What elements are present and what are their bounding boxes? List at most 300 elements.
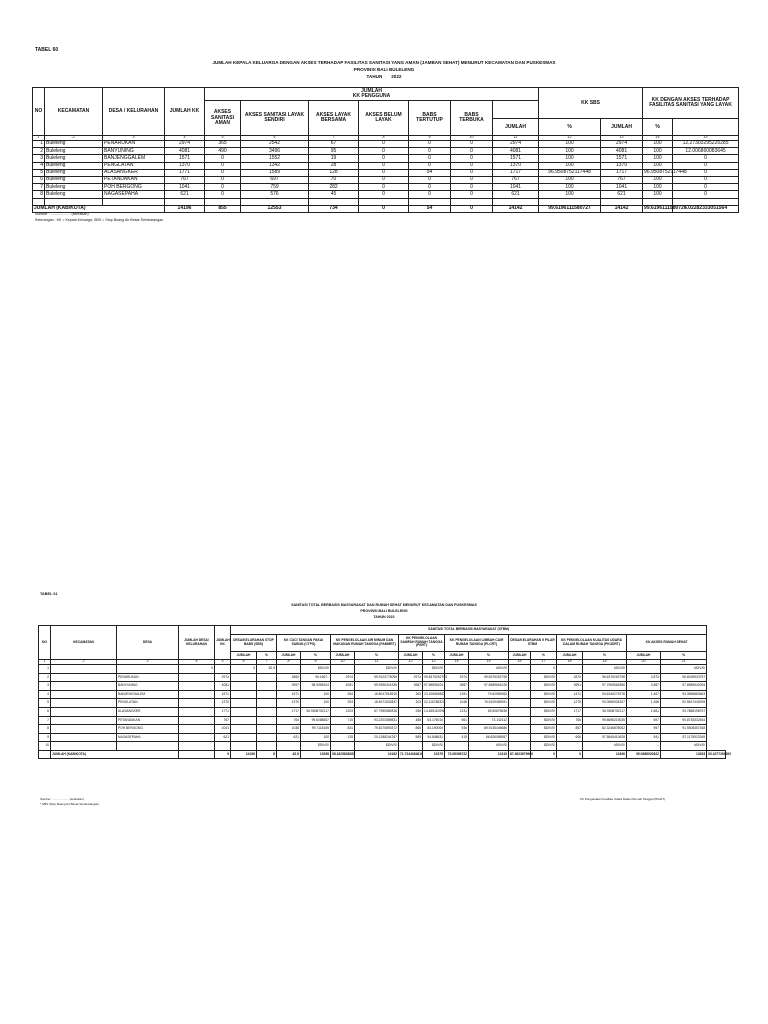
t61-h-jumlah-kk: JUMLAH KK [215,626,231,660]
t61-cell: $DIV/0! [531,673,557,682]
t60-cell: 0 [359,191,409,198]
t60-row [33,141,739,148]
t60-h-jumlah-kk: JUMLAH KK [165,88,205,136]
t61-cell [117,664,179,673]
t61-cell [509,742,531,751]
t60-cell: 0 [451,176,493,183]
t60-cell: 28 [309,162,359,169]
t61-cell: 541 [627,733,661,742]
t61-cell: $DIV/0! [531,716,557,725]
t61-cell: 0 [231,664,257,673]
t60-cell: 0 [673,162,739,169]
t60-cell: 1552 [241,155,309,162]
t61-cell: 96.9508752117 [583,707,627,716]
t60-idx: 5 [205,136,241,141]
t61-cell [179,673,215,682]
t60-cell: POH BERGONG [103,184,165,191]
t61-cell [215,742,231,751]
t61-cell [257,699,277,708]
t61-cell: PENGLATAN [117,699,179,708]
t60-cell: 3 [33,155,45,162]
t60-cell: Buleleng [45,191,103,198]
t61-cell: PENARUKAN [117,673,179,682]
t60-idx: 1 [33,136,45,141]
t60-cell: 3496 [241,148,309,155]
t60-cell: 0 [409,176,451,183]
t60-cell: NAGASEPAHA [103,191,165,198]
t61-cell: 94.848631 [423,733,445,742]
t60-cell: BANYUNING [103,148,165,155]
t60-idx: 13 [601,136,643,141]
t61-cell: 1571 [215,690,231,699]
t61-h-jumlah: JUMLAH [509,651,531,660]
t61-cell: 97.6989604228 [469,682,509,691]
t61-cell: 22.116788321 [423,699,445,708]
t61-total-cell: 62.5 [277,750,301,759]
t61-idx: 4 [179,660,215,665]
t60-body [33,141,739,199]
t61-cell: 256 [399,707,423,716]
t61-cell [331,742,355,751]
t60-cell: 4081 [493,148,539,155]
t61-cell: 96.6039533757 [661,673,707,682]
t61-cell: $DIV/0! [531,690,557,699]
t60-total-cell: 14142 [493,205,539,212]
table61-title: SANITASI TOTAL BERBASIS MASYARAKAT DAN RUMAH SEHAT MENURUT KECAMATAN DAN PUSKESMAS [291,603,477,607]
t60-cell: 4081 [601,148,643,155]
t60-h-babs-terbuka: BABS TERBUKA [451,101,493,136]
t60-cell: 0 [409,155,451,162]
t61-cell [509,707,531,716]
t61-row [39,699,726,708]
t61-cell: 99.8696219035 [583,716,627,725]
t61-cell: $DIV/0! [531,699,557,708]
t61-row [39,716,726,725]
t61-idx: 12 [399,660,423,665]
t60-h-no: NO [33,88,45,136]
t61-cell: 1038 [277,725,301,734]
t60-idx: 6 [241,136,309,141]
t61-cell: 2974 [445,673,469,682]
t61-cell: 83.190000 [423,725,445,734]
t61-cell: 92.5547445255 [661,699,707,708]
t61-cell: 4081 [215,682,231,691]
t61-cell: 1231 [445,707,469,716]
t61-cell [179,733,215,742]
t61-cell [179,699,215,708]
t61-h-ctps: KK CUCI TANGAN PAKAI SABUN (CTPS) [277,634,331,651]
t61-cell [257,682,277,691]
t61-cell [51,707,117,716]
t60-idx: 3 [103,136,165,141]
t60-cell: 767 [493,176,539,183]
t61-cell [257,673,277,682]
t61-total-cell: 10182 [355,750,399,759]
t60-idx: 4 [165,136,205,141]
t61-cell: 485 [399,716,423,725]
t60-total-cell: 14142 [601,205,643,212]
t60-cell: 0 [359,141,409,148]
t61-cell: 93.2203389831 [355,716,399,725]
table60 [32,87,739,213]
t60-cell: 100 [539,176,601,183]
t61-cell: 87.1175523349 [661,733,707,742]
t61-cell: 67.7950582818 [355,707,399,716]
t61-cell: 79.62989363 [469,690,509,699]
t60-total-cell: 14196 [165,205,205,212]
t60-cell: 0 [205,176,241,183]
t61-cell: 62.5 [257,664,277,673]
t60-cell: Buleleng [45,162,103,169]
t60-cell: Buleleng [45,176,103,183]
t61-h-pct: % [301,651,331,660]
t60-cell: 96.9508752117448 [644,169,687,176]
t60-source: Sumber : .................... (sebutkan) [35,212,89,216]
t60-cell: 0 [359,176,409,183]
t60-cell: 19 [309,155,359,162]
t60-cell: 128 [309,169,359,176]
t61-cell [277,742,301,751]
t61-h-jumlah: JUMLAH [277,651,301,660]
table61-year: TAHUN 2022 [373,615,395,619]
t60-cell: 1571 [165,155,205,162]
t61-cell [399,742,423,751]
t60-total-cell: 0 [359,205,409,212]
t60-cell: Buleleng [45,141,103,148]
t61-cell [257,690,277,699]
t61-h-pct: % [423,651,445,660]
t60-cell: 0 [451,191,493,198]
t61-cell [231,742,257,751]
t60-cell: 1370 [493,162,539,169]
t61-cell [179,742,215,751]
t61-cell: 0 [179,664,215,673]
table61-label: TABEL 61 [40,592,58,596]
t61-cell [231,725,257,734]
t60-idx: 10 [451,136,493,141]
t61-total-cell: 8 [257,750,277,759]
t61-cell: $DIV/0! [301,742,331,751]
t61-total-cell [179,750,215,759]
t60-cell: 1717 [493,169,539,176]
t61-cell [509,699,531,708]
t61-cell: NAGASEPAHA [117,733,179,742]
table60-title: JUMLAH KEPALA KELUARGA DENGAN AKSES TERHADAP FASILITAS SANITASI YANG AMAN (JAMBAN SEHAT) MENURUT KECAMATAN DAN PUSKESMAS [212,60,556,65]
t61-cell [509,716,531,725]
t60-cell: 0 [673,176,739,183]
t61-h-jumlah: JUMLAH [399,651,423,660]
t61-cell: 264 [331,690,355,699]
t60-cell: 70 [309,176,359,183]
t61-cell [231,699,257,708]
t61-cell: 98.9396324 [301,682,331,691]
t61-cell: $DIV/0! [531,682,557,691]
t60-cell: ALASANGKER [103,169,165,176]
t61-total-cell: 93.4277261200 [707,750,726,759]
t61-cell: 1,268 [627,699,661,708]
t60-cell: 95 [309,148,359,155]
t60-cell: Buleleng [45,184,103,191]
t61-h-pct: % [469,651,509,660]
t61-total-cell: 98.1825838265 [331,750,355,759]
t60-idx: 15 [673,136,739,141]
t61-cell: 3987 [399,682,423,691]
t61-total-cell: 71.7244364610 [399,750,423,759]
t61-cell: 606 [557,733,583,742]
t61-cell [257,716,277,725]
t61-cell [231,673,257,682]
t61-cell: 97.5845410628 [583,733,627,742]
t60-cell: 12.27303295225285 [673,141,739,148]
t61-cell: 4081 [331,682,355,691]
t61-cell: ALASANGKER [117,707,179,716]
t60-cell: 100 [539,148,601,155]
t61-cell: 1771 [215,707,231,716]
t61-cell [231,716,257,725]
t61-cell: 1203 [331,707,355,716]
t61-cell: 91.9308357348 [661,725,707,734]
t61-cell: 82.3246878002 [583,725,627,734]
t61-cell [331,664,355,673]
t60-total-row [33,205,739,212]
t61-cell: POH BERGONG [117,725,179,734]
t60-cell: 1041 [601,184,643,191]
t60-cell: 45 [309,191,359,198]
t61-total-cell: 14196 [231,750,257,759]
t60-total-cell: 0 [451,205,493,212]
t60-cell: 67 [309,141,359,148]
t60-cell: 100 [643,148,673,155]
t60-notes: Keterangan : KK = Kepala Keluarga, SBS = Stop Buang Air Besar Sembarangan [35,218,164,222]
t60-cell: 0 [205,162,241,169]
t60-cell: 2974 [165,141,205,148]
t60-idx: 8 [359,136,409,141]
t60-cell: 0 [451,148,493,155]
t61-total-cell: 73.08396722 [445,750,469,759]
t61-total-cell: 12419 [469,750,509,759]
t61-idx: 6 [231,660,257,665]
t60-cell: 282 [309,184,359,191]
t61-cell: 7 [39,716,51,725]
t60-row [33,191,739,198]
t61-cell [179,725,215,734]
t60-cell: 4081 [165,148,205,155]
t61-cell [509,664,531,673]
t60-cell: 1571 [601,155,643,162]
table61-province: PROVINSI BALI BULELENG [360,609,408,613]
t61-cell: $DIV/0! [531,725,557,734]
t61-cell: $DIV/0! [423,742,445,751]
t61-idx: 15 [469,660,509,665]
t61-cell: 20.1288244767 [355,733,399,742]
t61-cell: 2860 [277,673,301,682]
t61-cell: BANYUNING [117,682,179,691]
t61-h-pct: % [583,651,627,660]
t61-cell [51,733,117,742]
t60-cell: 0 [409,184,451,191]
t61-cell: 99.7118155 [301,725,331,734]
t61-row [39,733,726,742]
t61-cell: 3,987 [627,682,661,691]
t61-cell [51,673,117,682]
t60-cell: 697 [241,176,309,183]
t60-total-cell: 12553 [241,205,309,212]
t61-cell: 1370 [215,699,231,708]
t60-cell: 0 [673,155,739,162]
t61-cell: 89.9135446686 [469,725,509,734]
t61-idx: 13 [423,660,445,665]
t61-h-pct: % [531,651,557,660]
t61-cell: 4 [39,690,51,699]
t61-cell: 9 [39,733,51,742]
t61-cell [231,733,257,742]
t61-cell: 2870 [557,673,583,682]
t60-idx: 7 [309,136,359,141]
t60-h-babs-tertutup: BABS TERTUTUP [409,101,451,136]
t61-cell: 100 [301,690,331,699]
t60-cell: 96.9508752117448 [539,169,601,176]
t61-h-jumlah: JUMLAH [331,651,355,660]
t61-cell [117,742,179,751]
t61-cell: 73.142112 [469,716,509,725]
t61-cell [51,699,117,708]
t61-h-pct: % [355,651,399,660]
t61-row [39,664,726,673]
t60-cell: 576 [241,191,309,198]
t61-cell: 1,661 [627,707,661,716]
t61-cell: 0 [531,664,557,673]
t61-cell: 2974 [215,673,231,682]
t61-row [39,707,726,716]
t61-cell: 99.9396324336 [355,682,399,691]
t61-cell [51,682,117,691]
t60-cell: 2974 [601,141,643,148]
t61-cell [231,682,257,691]
t61-cell: 957 [627,725,661,734]
t61-h-jumlah: JUMLAH [231,651,257,660]
t61-idx: 3 [117,660,179,665]
t61-cell: 764 [277,716,301,725]
t60-h-desa: DESA / KELURAHAN [103,88,165,136]
t61-cell: 936 [445,725,469,734]
t60-h-akses-jumlah: JUMLAH [601,119,643,136]
t61-cell: 1,467 [627,690,661,699]
t61-cell: 23.105665822 [423,690,445,699]
t60-cell: 5 [33,169,45,176]
t60-h-kk-pengguna: JUMLAH KK PENGGUNA [205,88,539,101]
t60-cell: 100 [643,191,673,198]
t60-cell: 0 [359,184,409,191]
t60-cell: 0 [359,162,409,169]
t61-cell [231,707,257,716]
t60-cell: 1771 [165,169,205,176]
t60-cell: 0 [451,155,493,162]
t61-h-rumah-sehat: KK AKSES RUMAH SEHAT [627,634,707,651]
t61-cell [51,664,117,673]
t60-idx: 11 [493,136,539,141]
t61-cell: 621 [277,733,301,742]
t61-h-pilar5: DESA/KELURAHAN 5 PILAR STBM [509,634,557,651]
t61-idx: 10 [331,660,355,665]
t61-cell: 14.455110096 [423,707,445,716]
t61-cell: 63.176010 [423,716,445,725]
t60-total-cell: 734 [309,205,359,212]
t61-cell: $DIV/0! [355,742,399,751]
t60-total-cell: 99.6196111580727 [644,205,687,212]
t61-total-no [39,750,51,759]
t61-idx: 20 [627,660,661,665]
t60-cell: 100 [539,162,601,169]
t60-cell: 8 [33,191,45,198]
t61-cell: 3 [39,682,51,691]
t61-cell: 561 [445,716,469,725]
t60-cell: 4 [33,162,45,169]
t61-cell: 1275 [557,699,583,708]
t60-cell: PETANDAKAN [103,176,165,183]
t60-cell: 621 [601,191,643,198]
t61-total-cell: 13496 [583,750,627,759]
t61-cell: 1717 [557,707,583,716]
t61-total-cell: 95.0688920822 [627,750,661,759]
t61-cell [509,725,531,734]
t61-cell [257,742,277,751]
t61-cell: 5 [39,699,51,708]
t60-cell: 100 [643,184,673,191]
t60-h-sbs-jumlah: JUMLAH [493,119,539,136]
t60-cell: 100 [539,191,601,198]
t60-row [33,176,739,183]
t61-total-cell: 9 [215,750,231,759]
t61-cell [179,690,215,699]
t61-idx: 2 [51,660,117,665]
t60-cell: 100 [539,155,601,162]
t60-cell: 621 [165,191,205,198]
t61-cell: 767 [215,716,231,725]
t61-cell: 96.9508752117 [301,707,331,716]
t60-cell: 1370 [165,162,205,169]
t61-h-pammrt: KK PENGELOLAAN AIR MINUM DAN MAKANAN RUMAH TANGGA (PAMMRT) [331,634,399,651]
t61-h-plcrt: KK PENGELOLAAN LIMBAH CAIR RUMAH TANGGA (PLCRT) [445,634,509,651]
table60-province: PROVINSI BALI BULELENG [353,67,415,72]
t60-cell: 0 [205,184,241,191]
table61 [38,625,732,759]
t61-cell: 76.5109489051 [469,699,509,708]
t60-row [33,162,739,169]
t61-h-kecamatan: KECAMATAN [51,626,117,660]
t60-total-cell: 855 [205,205,241,212]
t60-row [33,148,739,155]
t61-cell [231,690,257,699]
t60-cell: 0 [673,169,739,176]
t61-cell [509,733,531,742]
t60-cell: PENGLATAN [103,162,165,169]
t60-cell: 0 [205,155,241,162]
t60-cell: 2542 [241,141,309,148]
t61-cell: 93.0656934307 [583,699,627,708]
t61-body [39,664,726,750]
t61-cell [257,733,277,742]
t61-cell [557,664,583,673]
t61-cell: 1048 [445,699,469,708]
t61-idx: 8 [277,660,301,665]
t60-cell: 1342 [241,162,309,169]
t61-cell [51,742,117,751]
t61-cell [445,742,469,751]
t60-cell: 7 [33,184,45,191]
t60-cell: 2974 [493,141,539,148]
t61-cell: PETANDAKAN [117,716,179,725]
t60-cell: 0 [205,191,241,198]
